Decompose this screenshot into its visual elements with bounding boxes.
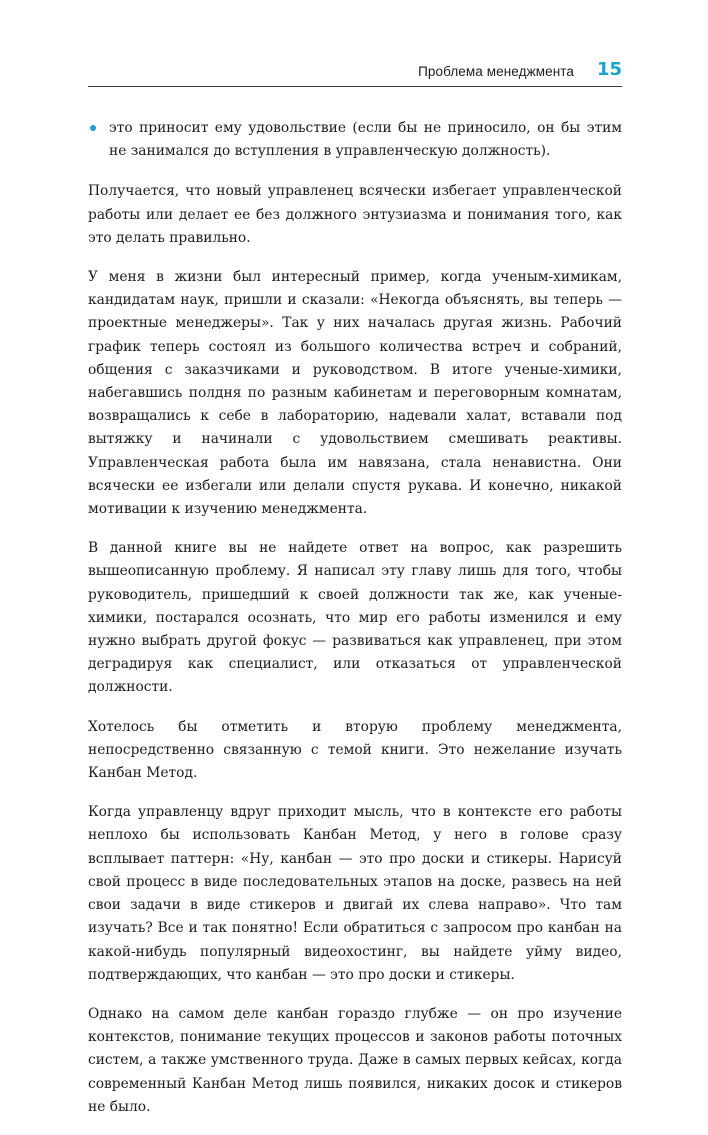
paragraph: Хотелось бы отметить и вторую проблему менеджмента, непосредственно связанную с темой книги. Это нежелание изучать Канбан Метод. xyxy=(88,718,622,782)
paragraph: Когда управленцу вдруг приходит мысль, что в контексте его работы неплохо бы использовать Канбан Метод, у него в голове сразу всплывает паттерн: «Ну, канбан — это про доски и стикеры. Нарисуй свой процесс в виде последовательных этапов на доске, развесь на ней свои задачи в виде стикеров и двигай их слева направо». Что там изучать? Все и так понятно! Если обратиться с запросом про канбан на какой-нибудь популярный видеохостинг, вы найдете уйму видео, подтверждающих, что канбан — это про доски и стикеры. xyxy=(88,804,622,983)
bullet-list-item xyxy=(88,117,622,163)
bullet-dot-icon xyxy=(90,125,96,131)
page-number: 15 xyxy=(596,59,622,80)
page-header xyxy=(88,59,622,88)
bullet-text: это приносит ему удовольствие (если бы не приносило, он бы этим не занимался до вступления в управленческую должность). xyxy=(109,120,622,160)
paragraph: Однако на самом деле канбан гораздо глубже — он про изучение контекстов, понимание текущих процессов и законов работы поточных систем, а также умственного труда. Даже в самых первых кейсах, когда современный Канбан Метод лишь появился, никаких досок и стикеров не было. xyxy=(88,1005,622,1115)
header-divider xyxy=(88,86,622,87)
paragraph: В данной книге вы не найдете ответ на вопрос, как разрешить вышеописанную проблему. Я написал эту главу лишь для того, чтобы руководитель, пришедший к своей должности так же, как ученые-химики, постарался осознать, что мир его работы изменился и ему нужно выбрать другой фокус — развиваться как управленец, при этом деградируя как специалист, или отказаться от управленческой должности. xyxy=(88,540,622,696)
paragraph: У меня в жизни был интересный пример, когда ученым-химикам, кандидатам наук, пришли и сказали: «Некогда объяснять, вы теперь — проектные менеджеры». Так у них началась другая жизнь. Рабочий график теперь состоял из большого количества встреч и собраний, общения с заказчиками и руководством. В итоге ученые-химики, набегавшись полдня по разным кабинетам и переговорным комнатам, возвращались к себе в лабораторию, надевали халат, вставали под вытяжку и начинали с удовольствием смешивать реактивы. Управленческая работа была им навязана, стала ненавистна. Они всячески ее избегали или делали спустя рукава. И конечно, никакой мотивации к изучению менеджмента. xyxy=(88,269,622,518)
page-body xyxy=(88,117,622,1135)
running-header-title: Проблема менеджмента xyxy=(418,64,574,79)
paragraph: Получается, что новый управленец всячески избегает управленческой работы или делает ее без должного энтузиазма и понимания того, как это делать правильно. xyxy=(88,183,622,246)
